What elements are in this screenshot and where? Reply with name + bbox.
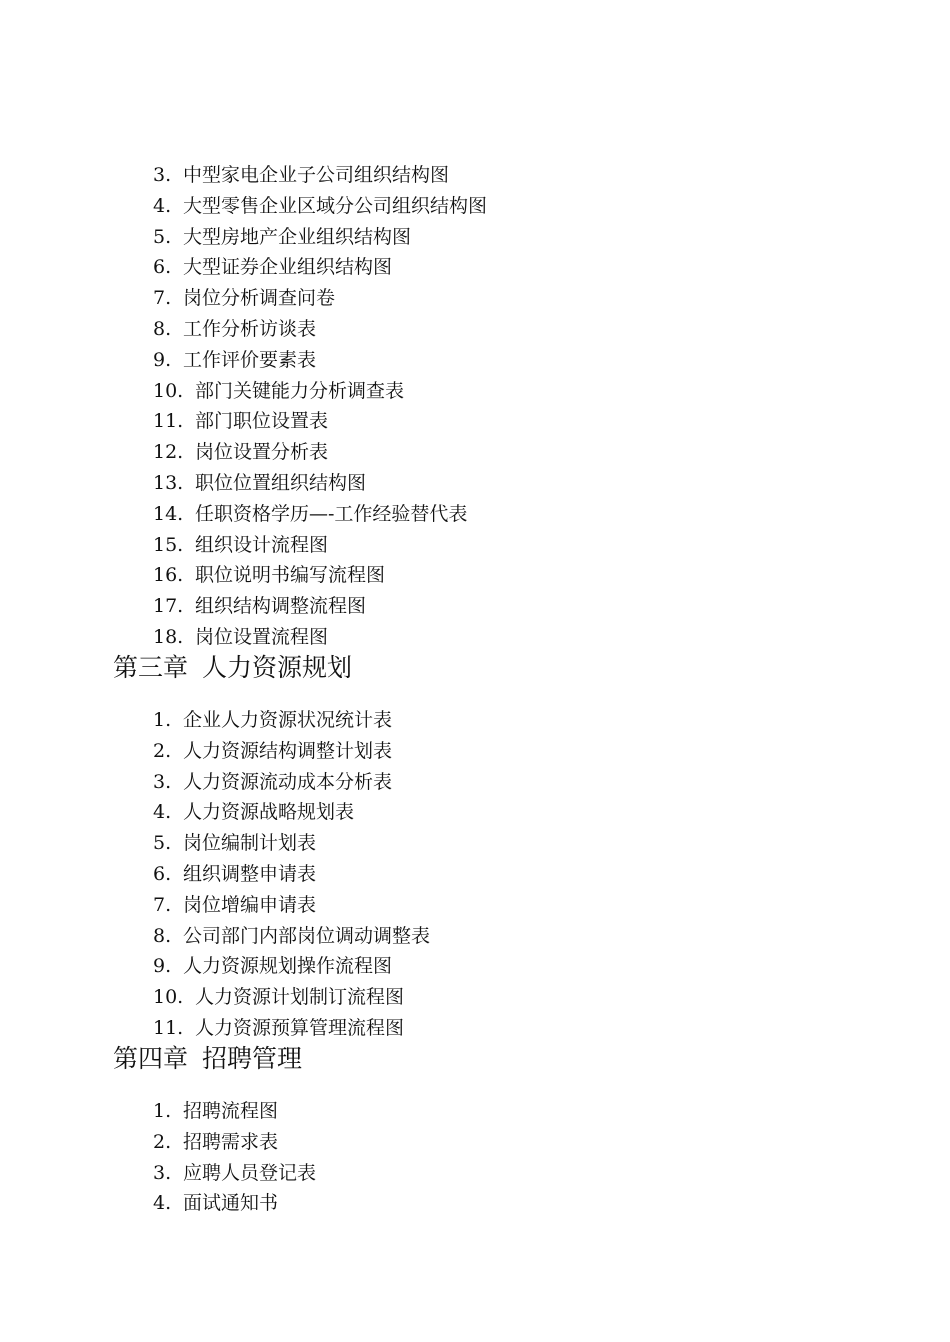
list-item — [0, 530, 950, 561]
list-item-text: 大型房地产企业组织结构图 — [183, 225, 412, 248]
list-item-text: 组织调整申请表 — [183, 862, 317, 885]
list-item-text: 人力资源计划制订流程图 — [195, 986, 405, 1009]
list-item-number: 4. — [153, 1192, 172, 1215]
list-item-number: 7. — [153, 287, 172, 310]
chapter-3-title: 人力资源规划 — [202, 653, 353, 682]
list-item-text: 部门职位设置表 — [195, 410, 329, 433]
list-item — [0, 468, 950, 499]
list-item — [0, 1127, 950, 1158]
chapter-4-list — [0, 1096, 950, 1219]
list-item-number: 10. — [153, 986, 184, 1009]
list-item-text: 招聘流程图 — [183, 1100, 279, 1122]
list-item — [0, 1158, 950, 1189]
list-item — [0, 982, 950, 1013]
list-item-number: 3. — [153, 1161, 172, 1184]
list-item — [0, 191, 950, 222]
list-item-text: 人力资源规划操作流程图 — [183, 955, 393, 978]
list-item-text: 工作评价要素表 — [183, 348, 317, 371]
list-item-number: 3. — [153, 770, 172, 793]
list-item — [0, 222, 950, 253]
section-a-list — [0, 160, 950, 653]
list-item-number: 8. — [153, 924, 172, 947]
list-item — [0, 314, 950, 345]
list-item — [0, 767, 950, 798]
list-item-number: 13. — [153, 471, 184, 494]
list-item-number: 9. — [153, 955, 172, 978]
list-item-number: 5. — [153, 832, 172, 855]
list-item-number: 8. — [153, 317, 172, 340]
list-item-text: 任职资格学历—-工作经验替代表 — [195, 502, 468, 525]
list-item — [0, 828, 950, 859]
list-item-number: 14. — [153, 502, 184, 525]
list-item-number: 10. — [153, 379, 184, 402]
list-item-number: 1. — [153, 709, 172, 731]
list-item-number: 4. — [153, 801, 172, 824]
list-item-text: 组织结构调整流程图 — [195, 595, 367, 618]
list-item-text: 人力资源流动成本分析表 — [183, 770, 393, 793]
list-item — [0, 376, 950, 407]
list-item-text: 公司部门内部岗位调动调整表 — [183, 924, 431, 947]
list-item — [0, 797, 950, 828]
list-item-number: 12. — [153, 441, 184, 464]
list-item — [0, 622, 950, 653]
list-item — [0, 859, 950, 890]
list-item — [0, 437, 950, 468]
list-item-number: 1. — [153, 1100, 172, 1122]
list-item — [0, 160, 950, 191]
list-item-text: 职位说明书编写流程图 — [195, 564, 386, 587]
list-item — [0, 951, 950, 982]
list-item — [0, 406, 950, 437]
list-item — [0, 345, 950, 376]
list-item-number: 4. — [153, 194, 172, 217]
chapter-3-list — [0, 705, 950, 1044]
list-item-text: 人力资源预算管理流程图 — [195, 1016, 405, 1039]
list-item-number: 3. — [153, 164, 172, 186]
chapter-4-label: 第四章 — [113, 1044, 189, 1073]
list-item-number: 9. — [153, 348, 172, 371]
list-item — [0, 890, 950, 921]
list-item — [0, 1013, 950, 1044]
list-item-text: 岗位编制计划表 — [183, 832, 317, 855]
chapter-4-title: 招聘管理 — [202, 1044, 303, 1073]
list-item-text: 岗位增编申请表 — [183, 893, 317, 916]
list-item — [0, 560, 950, 591]
list-item — [0, 591, 950, 622]
list-item-number: 16. — [153, 564, 184, 587]
list-item-number: 6. — [153, 862, 172, 885]
list-item-number: 15. — [153, 533, 184, 556]
list-item-text: 岗位分析调查问卷 — [183, 287, 336, 310]
list-item-number: 11. — [153, 1016, 184, 1039]
list-item — [0, 921, 950, 952]
list-item-text: 招聘需求表 — [183, 1130, 279, 1153]
list-item-number: 2. — [153, 1130, 172, 1153]
list-item-number: 2. — [153, 739, 172, 762]
list-item — [0, 736, 950, 767]
list-item-text: 中型家电企业子公司组织结构图 — [183, 164, 450, 186]
list-item-number: 6. — [153, 256, 172, 279]
list-item-text: 部门关键能力分析调查表 — [195, 379, 405, 402]
list-item-text: 人力资源结构调整计划表 — [183, 739, 393, 762]
list-item — [0, 252, 950, 283]
list-item-text: 组织设计流程图 — [195, 533, 329, 556]
list-item-text: 岗位设置流程图 — [195, 625, 329, 648]
list-item-text: 工作分析访谈表 — [183, 317, 317, 340]
list-item-number: 18. — [153, 625, 184, 648]
list-item-number: 7. — [153, 893, 172, 916]
list-item-text: 应聘人员登记表 — [183, 1161, 317, 1184]
list-item — [0, 1188, 950, 1219]
list-item-text: 大型证券企业组织结构图 — [183, 256, 393, 279]
list-item-text: 职位位置组织结构图 — [195, 471, 367, 494]
list-item-text: 大型零售企业区域分公司组织结构图 — [183, 194, 488, 217]
list-item-number: 17. — [153, 595, 184, 618]
chapter-3-heading — [113, 651, 352, 685]
list-item — [0, 1096, 950, 1127]
chapter-3-label: 第三章 — [113, 653, 189, 682]
list-item — [0, 499, 950, 530]
list-item-text: 面试通知书 — [183, 1192, 279, 1215]
list-item-text: 企业人力资源状况统计表 — [183, 709, 393, 731]
list-item — [0, 283, 950, 314]
list-item-text: 岗位设置分析表 — [195, 441, 329, 464]
list-item-text: 人力资源战略规划表 — [183, 801, 355, 824]
chapter-4-heading — [113, 1042, 302, 1076]
list-item-number: 5. — [153, 225, 172, 248]
list-item-number: 11. — [153, 410, 184, 433]
list-item — [0, 705, 950, 736]
